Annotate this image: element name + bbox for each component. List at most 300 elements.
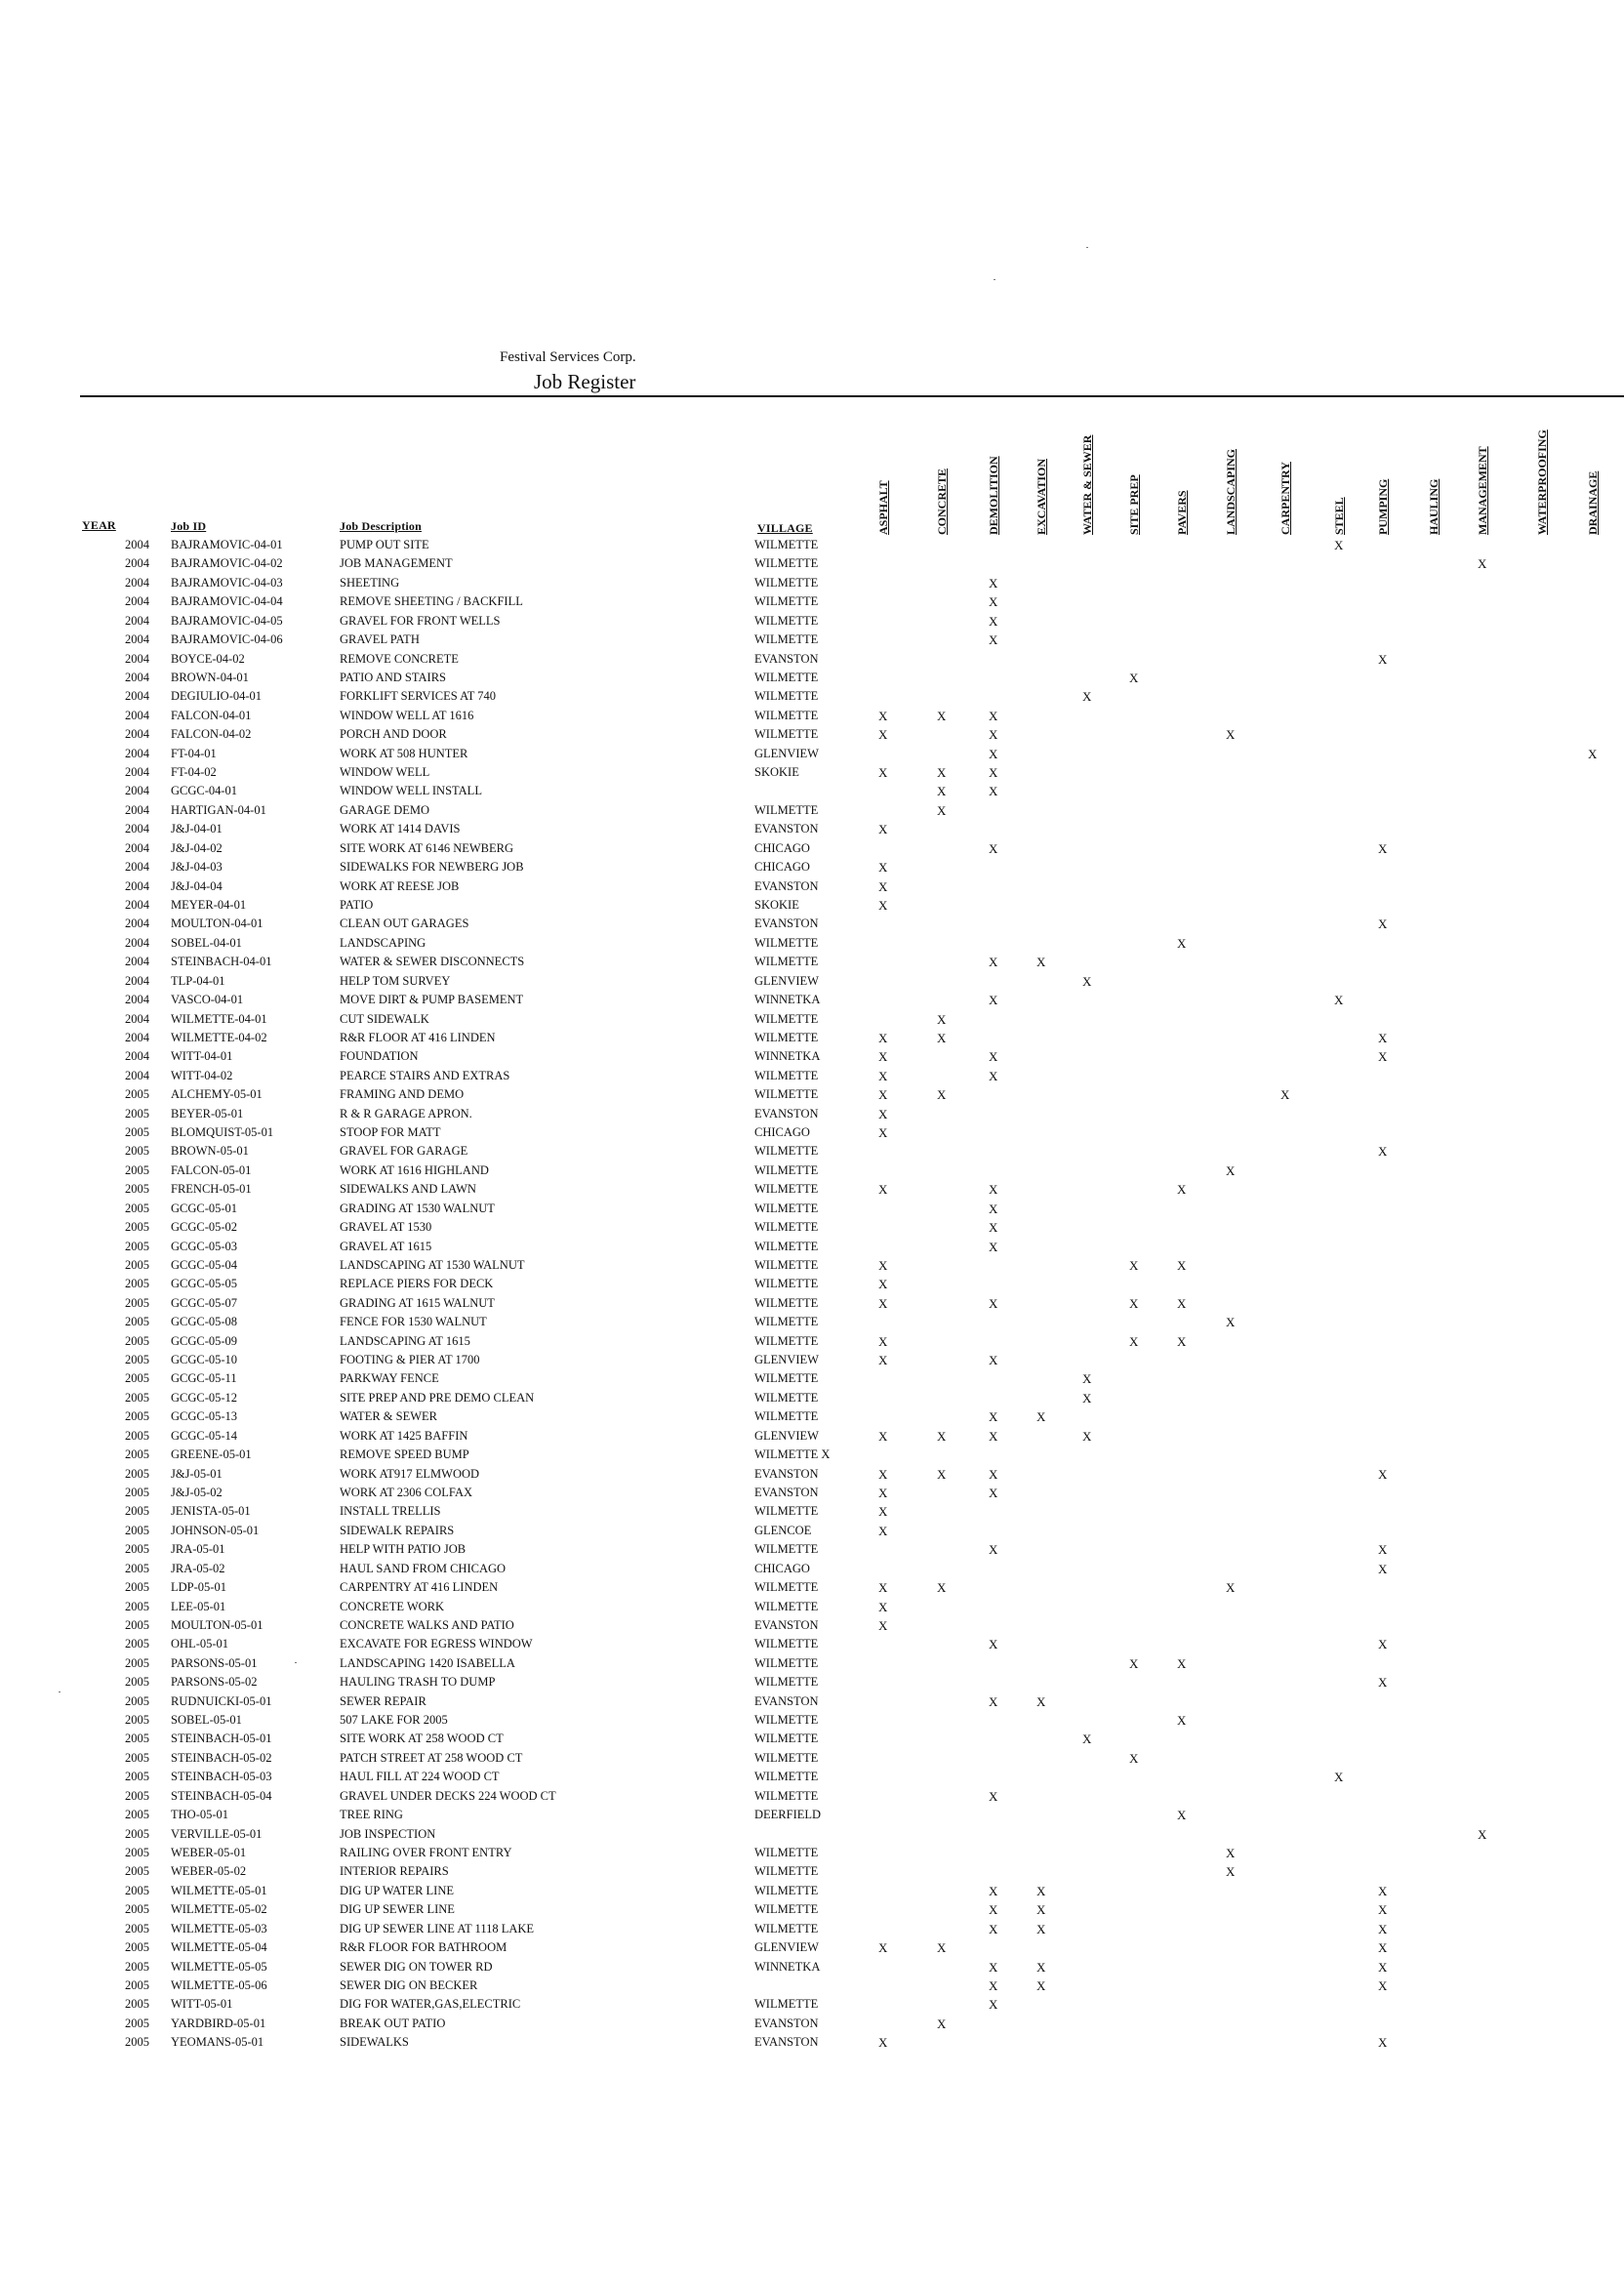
village-cell: WILMETTE [754,556,819,571]
col-header-landscaping: LANDSCAPING [1224,448,1238,535]
table-row [0,707,1624,725]
job-id-cell: HARTIGAN-04-01 [171,802,266,817]
village-cell: WILMETTE [754,1732,819,1746]
mark-demolition: X [989,1353,998,1368]
job-id-cell: J&J-05-01 [171,1466,223,1481]
year-cell: 2004 [125,802,149,817]
table-row [0,896,1624,915]
year-cell: 2005 [125,1542,149,1557]
description-cell: PUMP OUT SITE [340,538,429,551]
mark-landscaping: X [1226,1315,1236,1330]
year-cell: 2005 [125,1864,149,1879]
year-cell: 2005 [125,1353,149,1367]
description-cell: PATCH STREET AT 258 WOOD CT [340,1750,523,1765]
job-id-cell: GCGC-05-10 [171,1353,238,1367]
village-cell: CHICAGO [754,1561,810,1575]
mark-concrete: X [937,1466,947,1482]
year-cell: 2005 [125,1201,149,1215]
mark-water-and-sewer: X [1082,689,1092,705]
table-row [0,536,1624,554]
village-cell: EVANSTON [754,1693,819,1708]
description-cell: FENCE FOR 1530 WALNUT [340,1315,487,1329]
description-cell: GRAVEL AT 1615 [340,1239,432,1253]
col-header-description: Job Description [340,519,422,533]
table-row [0,1029,1624,1047]
mark-concrete: X [937,1428,947,1444]
year-cell: 2005 [125,1921,149,1936]
table-row [0,1047,1624,1066]
job-id-cell: GCGC-05-09 [171,1333,238,1348]
mark-pavers: X [1177,1257,1187,1273]
year-cell: 2004 [125,1049,149,1064]
description-cell: CONCRETE WORK [340,1599,445,1613]
description-cell: GARAGE DEMO [340,802,430,817]
mark-demolition: X [989,1239,998,1254]
description-cell: JOB INSPECTION [340,1826,436,1841]
job-id-cell: STEINBACH-05-01 [171,1732,272,1746]
table-row [0,1862,1624,1881]
table-row [0,1692,1624,1711]
year-cell: 2004 [125,556,149,571]
village-cell: WILMETTE [754,1750,819,1765]
mark-pavers: X [1177,935,1187,951]
mark-steel: X [1334,1770,1344,1785]
job-id-cell: JRA-05-02 [171,1561,225,1575]
village-cell: WINNETKA [754,1049,821,1064]
job-id-cell: PARSONS-05-01 [171,1655,258,1670]
table-row [0,1200,1624,1218]
description-cell: FORKLIFT SERVICES AT 740 [340,689,497,704]
col-header-pavers: PAVERS [1175,490,1189,535]
mark-concrete: X [937,2016,947,2031]
village-cell: WILMETTE [754,670,819,684]
year-cell: 2004 [125,993,149,1007]
mark-demolition: X [989,1788,998,1804]
village-cell: WILMETTE [754,1580,819,1595]
village-cell: EVANSTON [754,1617,819,1632]
mark-pumping: X [1378,1561,1388,1576]
job-id-cell: WILMETTE-05-02 [171,1902,267,1917]
village-cell: GLENVIEW [754,746,819,760]
mark-site-prep: X [1129,670,1139,685]
description-cell: JOB MANAGEMENT [340,556,453,571]
scan-speck [295,1662,297,1663]
village-cell: WILMETTE [754,1713,819,1728]
mark-excavation: X [1036,1883,1046,1898]
mark-excavation: X [1036,1977,1046,1993]
village-cell: WILMETTE [754,1295,819,1310]
table-row [0,1407,1624,1426]
table-row [0,972,1624,991]
description-cell: SIDEWALKS AND LAWN [340,1182,476,1197]
table-row [0,554,1624,573]
village-cell: WILMETTE [754,1599,819,1613]
description-cell: SIDEWALKS FOR NEWBERG JOB [340,860,524,875]
job-id-cell: FT-04-02 [171,765,217,780]
village-cell: WILMETTE [754,1371,819,1386]
table-row [0,1067,1624,1085]
job-id-cell: BAJRAMOVIC-04-04 [171,594,283,609]
mark-demolition: X [989,1409,998,1425]
year-cell: 2005 [125,1599,149,1613]
mark-demolition: X [989,1902,998,1918]
description-cell: WORK AT 2306 COLFAX [340,1486,473,1499]
year-cell: 2005 [125,1486,149,1499]
village-cell: WILMETTE [754,1390,819,1405]
year-cell: 2004 [125,651,149,666]
job-id-cell: J&J-04-02 [171,840,223,855]
description-cell: INTERIOR REPAIRS [340,1864,449,1879]
year-cell: 2005 [125,1808,149,1822]
mark-concrete: X [937,1030,947,1045]
mark-site-prep: X [1129,1750,1139,1766]
table-row [0,574,1624,592]
table-row [0,1938,1624,1957]
description-cell: PEARCE STAIRS AND EXTRAS [340,1068,510,1082]
mark-asphalt: X [878,1428,888,1444]
year-cell: 2005 [125,1125,149,1140]
year-cell: 2005 [125,1257,149,1272]
table-row [0,1598,1624,1616]
table-row [0,1256,1624,1275]
mark-concrete: X [937,1011,947,1027]
year-cell: 2005 [125,1617,149,1632]
table-row [0,1161,1624,1180]
mark-drainage: X [1588,746,1598,761]
description-cell: HAUL FILL AT 224 WOOD CT [340,1770,500,1784]
mark-management: X [1478,1826,1487,1842]
year-cell: 2004 [125,765,149,780]
mark-pumping: X [1378,1144,1388,1160]
description-cell: GRAVEL UNDER DECKS 224 WOOD CT [340,1788,556,1803]
mark-excavation: X [1036,1921,1046,1936]
job-id-cell: GCGC-05-03 [171,1239,238,1253]
table-row [0,687,1624,706]
mark-asphalt: X [878,1125,888,1141]
description-cell: WORK AT917 ELMWOOD [340,1466,480,1481]
year-cell: 2004 [125,878,149,893]
mark-pavers: X [1177,1295,1187,1311]
job-id-cell: ALCHEMY-05-01 [171,1087,263,1102]
description-cell: DIG UP WATER LINE [340,1883,455,1897]
job-id-cell: RUDNUICKI-05-01 [171,1693,272,1708]
mark-asphalt: X [878,822,888,837]
table-row [0,763,1624,782]
mark-demolition: X [989,1466,998,1482]
table-row [0,1654,1624,1673]
job-id-cell: LDP-05-01 [171,1580,226,1595]
mark-demolition: X [989,1049,998,1065]
description-cell: CONCRETE WALKS AND PATIO [340,1617,514,1632]
job-id-cell: VASCO-04-01 [171,993,244,1007]
description-cell: SIDEWALK REPAIRS [340,1523,455,1537]
mark-demolition: X [989,727,998,743]
col-header-site-prep: SITE PREP [1127,474,1141,535]
mark-demolition: X [989,1486,998,1500]
table-row [0,1635,1624,1653]
job-id-cell: FT-04-01 [171,746,217,760]
job-id-cell: TLP-04-01 [171,973,225,988]
table-row [0,1673,1624,1691]
year-cell: 2005 [125,1333,149,1348]
mark-landscaping: X [1226,1580,1236,1596]
col-header-pumping: PUMPING [1376,478,1390,535]
year-cell: 2005 [125,1144,149,1159]
job-id-cell: BROWN-04-01 [171,670,249,684]
mark-pumping: X [1378,1049,1388,1065]
job-id-cell: STEINBACH-05-04 [171,1788,272,1803]
year-cell: 2005 [125,1959,149,1974]
village-cell: WILMETTE [754,1864,819,1879]
mark-pumping: X [1378,1030,1388,1045]
year-cell: 2004 [125,727,149,742]
year-cell: 2005 [125,1997,149,2012]
table-row [0,592,1624,611]
job-id-cell: WILMETTE-05-03 [171,1921,267,1936]
table-row [0,1085,1624,1104]
mark-asphalt: X [878,727,888,743]
job-id-cell: WEBER-05-01 [171,1845,247,1859]
description-cell: 507 LAKE FOR 2005 [340,1713,448,1728]
year-cell: 2005 [125,1315,149,1329]
year-cell: 2005 [125,1770,149,1784]
village-cell: WILMETTE X [754,1447,831,1462]
job-id-cell: BAJRAMOVIC-04-06 [171,632,283,647]
village-cell: SKOKIE [754,897,799,912]
mark-demolition: X [989,575,998,591]
mark-demolition: X [989,1977,998,1993]
mark-pavers: X [1177,1333,1187,1349]
mark-concrete: X [937,1580,947,1596]
col-header-demolition: DEMOLITION [987,456,1000,535]
table-row [0,1616,1624,1635]
year-cell: 2005 [125,1428,149,1443]
table-row [0,1010,1624,1029]
mark-excavation: X [1036,1959,1046,1975]
description-cell: REMOVE SPEED BUMP [340,1447,469,1462]
col-header-carpentry: CARPENTRY [1279,462,1292,535]
job-id-cell: BAJRAMOVIC-04-03 [171,575,283,590]
mark-pumping: X [1378,1542,1388,1558]
year-cell: 2005 [125,1788,149,1803]
col-header-village: VILLAGE [757,521,813,535]
table-row [0,1711,1624,1730]
village-cell: WILMETTE [754,727,819,742]
village-cell: EVANSTON [754,822,819,836]
village-cell: WILMETTE [754,1409,819,1424]
mark-pumping: X [1378,2035,1388,2051]
job-id-cell: MOULTON-05-01 [171,1617,264,1632]
table-row [0,1369,1624,1388]
year-cell: 2005 [125,1637,149,1651]
mark-asphalt: X [878,1295,888,1311]
village-cell: WILMETTE [754,1770,819,1784]
village-cell: WINNETKA [754,993,821,1007]
table-row [0,1768,1624,1786]
table-row [0,1787,1624,1806]
year-cell: 2004 [125,708,149,722]
village-cell: WILMETTE [754,1068,819,1082]
table-row [0,1730,1624,1748]
village-cell: GLENVIEW [754,1353,819,1367]
year-cell: 2004 [125,784,149,798]
mark-pumping: X [1378,1940,1388,1956]
village-cell: WILMETTE [754,1162,819,1177]
job-id-cell: BAJRAMOVIC-04-02 [171,556,283,571]
job-id-cell: MOULTON-04-01 [171,917,264,931]
mark-asphalt: X [878,860,888,876]
village-cell: WILMETTE [754,1542,819,1557]
table-row [0,1825,1624,1844]
year-cell: 2004 [125,632,149,647]
mark-demolition: X [989,1220,998,1236]
description-cell: SHEETING [340,575,400,590]
job-id-cell: SOBEL-04-01 [171,935,242,950]
mark-excavation: X [1036,1409,1046,1425]
job-id-cell: GREENE-05-01 [171,1447,252,1462]
job-id-cell: WEBER-05-02 [171,1864,247,1879]
year-cell: 2005 [125,2035,149,2050]
village-cell: EVANSTON [754,1486,819,1499]
job-id-cell: DEGIULIO-04-01 [171,689,263,704]
village-cell: WILMETTE [754,1030,819,1044]
job-id-cell: GCGC-05-13 [171,1409,238,1424]
mark-demolition: X [989,993,998,1008]
job-id-cell: WILMETTE-05-06 [171,1977,267,1992]
job-id-cell: BOYCE-04-02 [171,651,245,666]
village-cell: EVANSTON [754,1466,819,1481]
description-cell: REMOVE SHEETING / BACKFILL [340,594,523,609]
mark-demolition: X [989,1883,998,1898]
mark-demolition: X [989,746,998,761]
table-row [0,820,1624,838]
scan-speck [994,279,995,280]
job-id-cell: GCGC-04-01 [171,784,238,798]
year-cell: 2005 [125,1977,149,1992]
table-row [0,1484,1624,1502]
mark-demolition: X [989,1693,998,1709]
village-cell: GLENCOE [754,1523,812,1537]
mark-steel: X [1334,538,1344,552]
year-cell: 2004 [125,822,149,836]
job-id-cell: GCGC-05-14 [171,1428,238,1443]
description-cell: TREE RING [340,1808,403,1822]
mark-asphalt: X [878,1333,888,1349]
table-row [0,1218,1624,1237]
job-id-cell: GCGC-05-02 [171,1220,238,1235]
description-cell: BREAK OUT PATIO [340,2016,446,2030]
table-row [0,1560,1624,1578]
description-cell: SIDEWALKS [340,2035,409,2050]
job-id-cell: GCGC-05-01 [171,1201,238,1215]
year-cell: 2005 [125,1371,149,1386]
col-header-asphalt: ASPHALT [876,480,890,535]
year-cell: 2005 [125,1277,149,1291]
village-cell: EVANSTON [754,878,819,893]
mark-demolition: X [989,1542,998,1558]
description-cell: WINDOW WELL [340,765,430,780]
description-cell: SEWER REPAIR [340,1693,426,1708]
village-cell: EVANSTON [754,2035,819,2050]
job-id-cell: GCGC-05-07 [171,1295,238,1310]
job-id-cell: STEINBACH-05-03 [171,1770,272,1784]
description-cell: R&R FLOOR FOR BATHROOM [340,1940,508,1955]
mark-demolition: X [989,632,998,648]
table-row [0,1351,1624,1369]
job-id-cell: BROWN-05-01 [171,1144,249,1159]
job-id-cell: BEYER-05-01 [171,1106,244,1121]
mark-demolition: X [989,784,998,799]
description-cell: PORCH AND DOOR [340,727,447,742]
job-id-cell: WILMETTE-04-01 [171,1011,267,1026]
mark-demolition: X [989,708,998,723]
mark-asphalt: X [878,708,888,723]
description-cell: LANDSCAPING AT 1615 [340,1333,470,1348]
table-row [0,669,1624,687]
village-cell: WILMETTE [754,1011,819,1026]
mark-concrete: X [937,802,947,818]
mark-demolition: X [989,1921,998,1936]
col-header-waterproofing: WATERPROOFING [1535,429,1549,535]
mark-asphalt: X [878,1049,888,1065]
mark-pumping: X [1378,651,1388,667]
mark-asphalt: X [878,1504,888,1520]
year-cell: 2004 [125,917,149,931]
table-row [0,991,1624,1009]
job-id-cell: VERVILLE-05-01 [171,1826,263,1841]
table-row [0,934,1624,953]
description-cell: DIG FOR WATER,GAS,ELECTRIC [340,1997,521,2012]
mark-asphalt: X [878,1353,888,1368]
year-cell: 2004 [125,689,149,704]
mark-pavers: X [1177,1182,1187,1198]
col-header-job-id: Job ID [171,519,207,533]
description-cell: R & R GARAGE APRON. [340,1106,472,1121]
village-cell: WILMETTE [754,802,819,817]
table-row [0,1427,1624,1446]
mark-asphalt: X [878,1182,888,1198]
job-id-cell: BAJRAMOVIC-04-01 [171,538,283,551]
village-cell: EVANSTON [754,2016,819,2030]
year-cell: 2005 [125,1750,149,1765]
mark-pumping: X [1378,1675,1388,1691]
table-row [0,839,1624,858]
mark-pumping: X [1378,840,1388,856]
description-cell: SITE WORK AT 258 WOOD CT [340,1732,504,1746]
village-cell: WILMETTE [754,594,819,609]
table-row [0,1446,1624,1464]
job-id-cell: J&J-04-03 [171,860,223,875]
description-cell: WATER & SEWER [340,1409,437,1424]
year-cell: 2005 [125,1523,149,1537]
village-cell: WILMETTE [754,708,819,722]
mark-pumping: X [1378,1883,1388,1898]
mark-water-and-sewer: X [1082,973,1092,989]
mark-landscaping: X [1226,1864,1236,1880]
company-name: Festival Services Corp. [500,349,636,365]
table-row [0,1275,1624,1293]
village-cell: EVANSTON [754,651,819,666]
job-id-cell: WITT-04-02 [171,1068,233,1082]
col-header-management: MANAGEMENT [1476,446,1489,535]
mark-pavers: X [1177,1655,1187,1671]
job-id-cell: YEOMANS-05-01 [171,2035,264,2050]
mark-concrete: X [937,765,947,781]
job-id-cell: FALCON-05-01 [171,1162,252,1177]
year-cell: 2004 [125,1011,149,1026]
village-cell: WILMETTE [754,1675,819,1690]
job-id-cell: WILMETTE-04-02 [171,1030,267,1044]
